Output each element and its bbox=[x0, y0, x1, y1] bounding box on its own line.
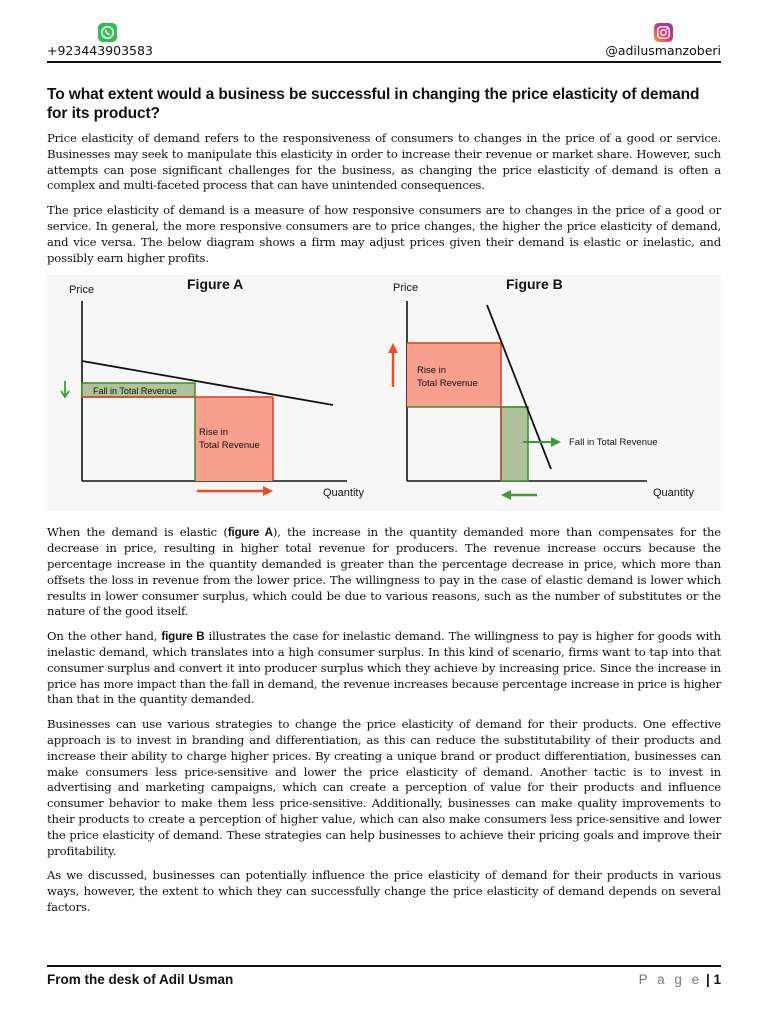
document-body bbox=[47, 85, 721, 925]
elasticity-diagram bbox=[47, 275, 721, 511]
figure-a-rise-label-1: Rise in bbox=[199, 427, 229, 439]
figure-a-quantity-arrowhead bbox=[263, 486, 273, 496]
page-label: P a g e bbox=[638, 972, 703, 987]
figure-a-rise-area bbox=[195, 397, 273, 481]
figure-b-reference: figure B bbox=[161, 630, 205, 644]
figure-a-reference: figure A bbox=[227, 526, 273, 540]
paragraph-6: As we discussed, businesses can potentially influence the price elasticity of demand for their products in various ways, however, the extent to which they can successfully change the price elasticity of demand depends on several factors. bbox=[47, 868, 721, 914]
figure-b-title: Figure B bbox=[506, 276, 563, 293]
whatsapp-icon bbox=[98, 23, 117, 42]
paragraph-1: Price elasticity of demand refers to the responsiveness of consumers to changes in the price of a good or service. Businesses may seek to manipulate this elasticity in order to increase their revenue or market share. However, such attempts can pose significant challenges for the business, as changing the price elasticity of demand is often a complex and multi-faceted process that can have unintended consequences. bbox=[47, 131, 721, 193]
figure-b-quantity-arrowhead bbox=[501, 490, 511, 500]
figure-b-fall-label: Fall in Total Revenue bbox=[569, 437, 658, 449]
paragraph-3 bbox=[47, 525, 721, 620]
page-number-value: | 1 bbox=[705, 972, 721, 987]
figure-b-rise-label-2: Total Revenue bbox=[417, 378, 478, 390]
page-number bbox=[639, 972, 721, 987]
phone-number: +923443903583 bbox=[47, 43, 153, 58]
footer-author: From the desk of Adil Usman bbox=[47, 972, 234, 987]
figure-b bbox=[388, 276, 694, 500]
figure-a-y-label: Price bbox=[69, 284, 95, 297]
header-divider bbox=[47, 61, 721, 63]
footer-divider bbox=[47, 965, 721, 967]
paragraph-4 bbox=[47, 629, 721, 708]
page-header bbox=[0, 0, 768, 70]
figure-a bbox=[61, 276, 364, 499]
figure-b-rise-label-1: Rise in bbox=[417, 365, 447, 377]
paragraph-3-part-1: When the demand is elastic ( bbox=[47, 525, 228, 540]
figure-a-fall-label: Fall in Total Revenue bbox=[93, 386, 177, 397]
paragraph-2: The price elasticity of demand is a measure of how responsive consumers are to changes in the price of a good or service. In general, the more responsive consumers are to price changes, the higher the price elasticity of demand, and vice versa. The below diagram shows a firm may adjust prices given their demand is elastic or inelastic, and possibly earn higher profits. bbox=[47, 203, 721, 265]
figure-a-title: Figure A bbox=[187, 276, 244, 293]
figure-b-x-label: Quantity bbox=[653, 487, 694, 500]
paragraph-3-part-2: ), the increase in the quantity demanded more than compensates for the decrease in price, resulting in higher total revenue for producers. The revenue increase occurs because the percentage increase in the quantity demanded is greater than the percentage decrease in price, which more than offsets the loss in revenue from the lower price. The willingness to pay in the case of elastic demand is lower which results in lower consumer surplus, which could be due to various reasons, such as the number of substitutes or the nature of the good itself. bbox=[47, 525, 722, 619]
social-handle: @adilusmanzoberi bbox=[605, 43, 721, 58]
figure-b-price-arrowhead bbox=[388, 343, 398, 353]
figure-a-x-label: Quantity bbox=[323, 487, 364, 500]
figure-b-fall-pointer-head bbox=[551, 437, 561, 447]
paragraph-4-part-1: On the other hand, bbox=[47, 629, 162, 644]
figure-a-rise-label-2: Total Revenue bbox=[199, 440, 260, 452]
document-title: To what extent would a business be successful in changing the price elasticity of demand for its product? bbox=[47, 86, 700, 122]
instagram-icon bbox=[654, 23, 673, 42]
figure-b-fall-area bbox=[501, 407, 528, 481]
figure-b-y-label: Price bbox=[393, 282, 419, 295]
paragraph-4-part-2: illustrates the case for inelastic demand. The willingness to pay is higher for goods with inelastic demand, which translates into a high consumer surplus. In this kind of scenario, firms want to tap into that consumer surplus and convert it into producer surplus which they achieve by increasing price. Since the increase in price has more impact than the fall in demand, the revenue increases because percentage increase in price is higher than that in the quantity demanded. bbox=[47, 629, 721, 707]
paragraph-5: Businesses can use various strategies to change the price elasticity of demand for their products. One effective approach is to invest in branding and differentiation, as this can reduce the substitutability of their products and increase their ability to charge higher prices. By creating a unique brand or product differentiation, businesses can make consumers less price-sensitive and lower the price elasticity of demand. Another tactic is to invest in advertising and marketing campaigns, which can create a perception of value for their products and influence consumer behavior to make them less price-sensitive. Additionally, businesses can make quality improvements to their products to create a perception of higher value, which can also make consumers less price-sensitive and lower the price elasticity of demand. These strategies can help businesses to achieve their pricing goals and improve their profitability. bbox=[47, 717, 721, 858]
